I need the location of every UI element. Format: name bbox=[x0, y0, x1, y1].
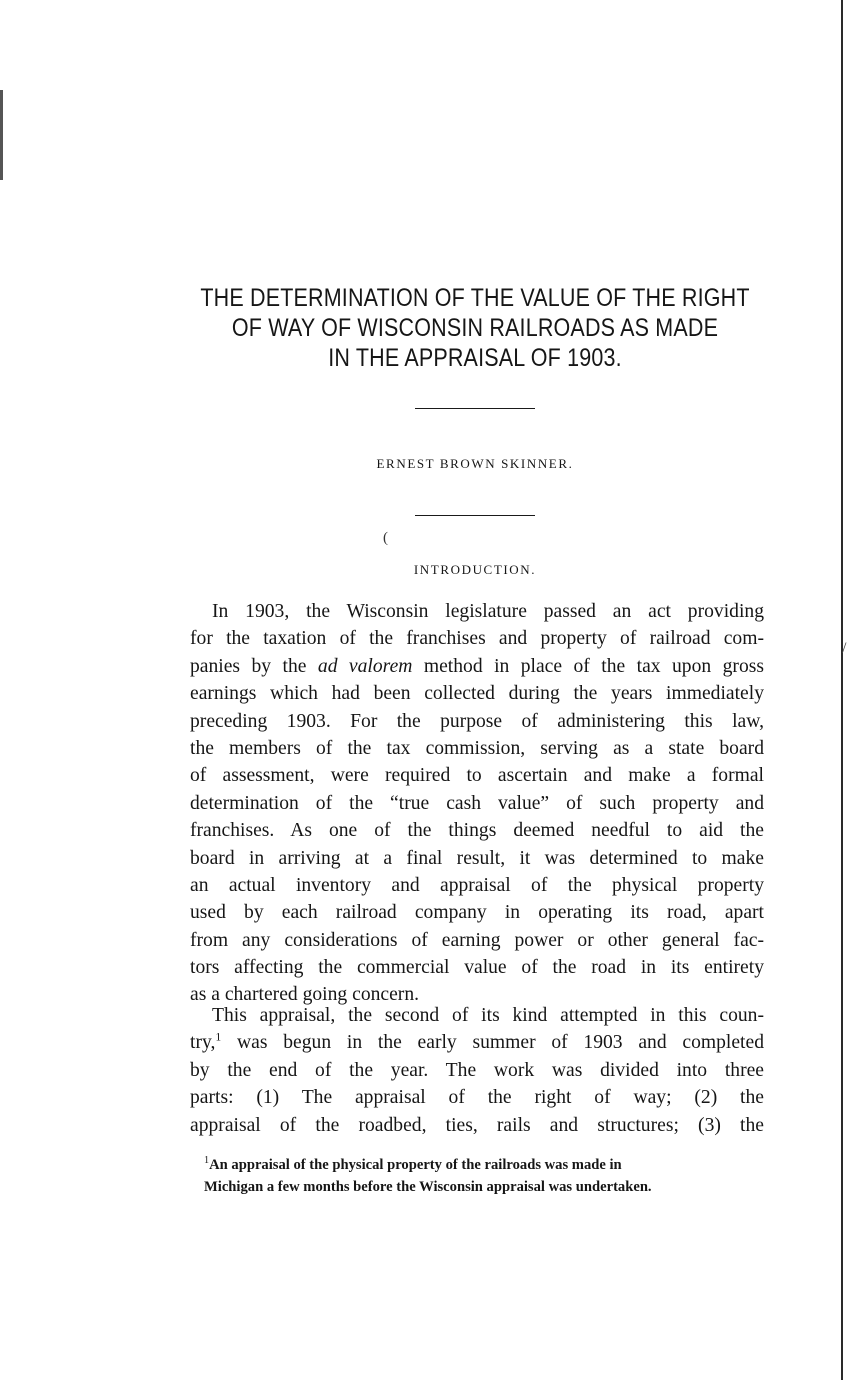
text-line: of assessment, were required to ascertain and make a formal bbox=[190, 765, 764, 787]
stray-print-mark: ( bbox=[383, 530, 388, 546]
text-line: franchises. As one of the things deemed needful to aid the bbox=[190, 820, 764, 842]
text-run: An appraisal of the physical property of the railroads was made in bbox=[209, 1157, 622, 1173]
text-line: board in arriving at a final result, it was determined to make bbox=[190, 847, 764, 869]
footnote-marker: 1 bbox=[204, 1155, 210, 1167]
text-run: try, bbox=[190, 1032, 216, 1054]
article-title bbox=[196, 283, 755, 373]
text-line: preceding 1903. For the purpose of administering this law, bbox=[190, 710, 764, 732]
text-line: This appraisal, the second of its kind attempted in this coun- bbox=[212, 1005, 764, 1026]
text-line: as a chartered going concern. bbox=[190, 984, 420, 1006]
paragraph-introduction-2 bbox=[190, 1002, 764, 1139]
italic-term: ad valorem bbox=[317, 655, 413, 677]
text-line: earnings which had been collected during the years immediately bbox=[190, 683, 764, 705]
text-line: the members of the tax commission, serving as a state board bbox=[190, 737, 764, 759]
text-line: parts: (1) The appraisal of the right of way; (2) the bbox=[190, 1087, 764, 1109]
text-line: an actual inventory and appraisal of the physical property bbox=[190, 874, 764, 896]
author-divider-rule bbox=[415, 515, 535, 516]
text-run: panies by the bbox=[190, 655, 307, 677]
title-line-2: OF WAY OF WISCONSIN RAILROADS AS MADE bbox=[231, 314, 719, 342]
title-line-1: THE DETERMINATION OF THE VALUE OF THE RIGHT bbox=[200, 284, 750, 312]
title-line-3: IN THE APPRAISAL OF 1903. bbox=[328, 344, 622, 372]
text-line: tors affecting the commercial value of the road in its entirety bbox=[190, 957, 764, 979]
text-line: In 1903, the Wisconsin legislature passed an act providing bbox=[212, 601, 764, 622]
text-line: for the taxation of the franchises and property of railroad com- bbox=[190, 628, 764, 650]
text-line bbox=[190, 653, 764, 680]
footnote-reference: 1 bbox=[215, 1030, 222, 1044]
page-edge-shadow-right bbox=[841, 0, 843, 1380]
text-line: appraisal of the roadbed, ties, rails and structures; (3) the bbox=[190, 1114, 764, 1136]
text-run: method in place of the tax upon gross bbox=[423, 655, 764, 677]
paragraph-introduction-1 bbox=[190, 598, 764, 1009]
page-edge-shadow-left bbox=[0, 90, 3, 180]
text-line bbox=[190, 1029, 764, 1056]
footnote-line: Michigan a few months before the Wisconsin appraisal was undertaken. bbox=[204, 1179, 652, 1195]
title-divider-rule bbox=[415, 408, 535, 409]
author-name: ERNEST BROWN SKINNER. bbox=[376, 456, 574, 471]
text-run: was begun in the early summer of 1903 and completed bbox=[237, 1032, 764, 1054]
text-line: determination of the “true cash value” of such property and bbox=[190, 792, 764, 814]
text-line: by the end of the year. The work was divided into three bbox=[190, 1059, 764, 1081]
text-line: used by each railroad company in operating its road, apart bbox=[190, 902, 764, 924]
footnote-line bbox=[204, 1154, 764, 1176]
section-heading: INTRODUCTION. bbox=[413, 562, 537, 577]
margin-print-mark: / bbox=[842, 640, 847, 657]
footnote bbox=[204, 1154, 764, 1198]
text-line: from any considerations of earning power or other general fac- bbox=[190, 929, 764, 951]
